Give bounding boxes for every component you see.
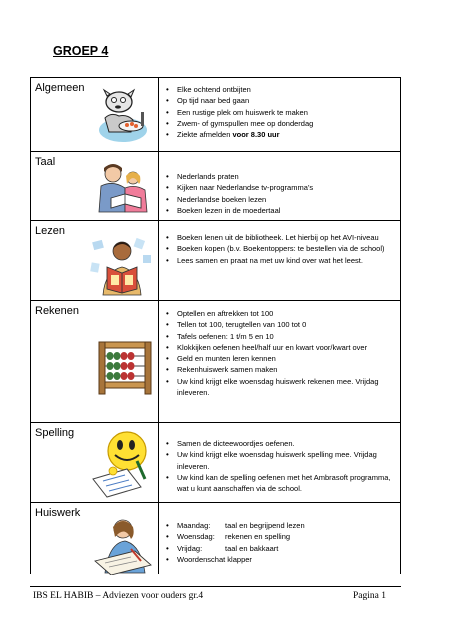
- subject-cell: [31, 152, 159, 221]
- list-item: • Kijken naar Nederlandse tv-programma’s: [177, 182, 394, 193]
- smiley-writing-icon: [87, 429, 151, 501]
- list-item: • Geld en munten leren kennen: [177, 353, 394, 364]
- list-item: • Nederlandse boeken lezen: [177, 194, 394, 205]
- page-number: Pagina 1: [353, 591, 386, 601]
- tips-list: [159, 232, 400, 266]
- abacus-icon: [95, 340, 155, 396]
- list-item: • Woensdag: rekenen en spelling: [177, 531, 394, 542]
- subject-label: Rekenen: [35, 305, 80, 317]
- list-item: • Vrijdag: taal en bakkaart: [177, 543, 394, 554]
- table-row-spelling: [31, 423, 401, 503]
- list-item: • Uw kind kan de spelling oefenen met het Ambrasoft programma, wat u kunt aanschaffen via de school.: [177, 472, 394, 495]
- tips-list: [159, 438, 400, 494]
- table-row-huiswerk: [31, 503, 401, 574]
- table-row-taal: [31, 152, 401, 221]
- list-item: • Rekenhuiswerk samen maken: [177, 364, 394, 375]
- subject-label: Huiswerk: [35, 507, 81, 519]
- list-item: • Zwem- of gymspullen mee op donderdag: [177, 118, 394, 129]
- table-row-rekenen: [31, 301, 401, 423]
- subject-cell: [31, 221, 159, 301]
- tips-list: [159, 520, 400, 565]
- subject-label: Taal: [35, 156, 56, 168]
- list-item: • Elke ochtend ontbijten: [177, 84, 394, 95]
- list-item: • Uw kind krijgt elke woensdag huiswerk spelling mee. Vrijdag inleveren.: [177, 449, 394, 472]
- tips-cell: [159, 503, 401, 574]
- tips-cell: [159, 301, 401, 423]
- tips-list: [159, 84, 400, 140]
- subject-cell: [31, 503, 159, 574]
- list-item: • Klokkijken oefenen heel/half uur en kwart voor/kwart over: [177, 342, 394, 353]
- list-item: • Boeken lenen uit de bibliotheek. Let hierbij op het AVI-niveau: [177, 232, 394, 243]
- reading-together-icon: [95, 162, 151, 214]
- list-item: • Nederlands praten: [177, 171, 394, 182]
- footer-divider: [30, 586, 401, 587]
- subject-cell: [31, 78, 159, 152]
- list-item: • Samen de dicteewoordjes oefenen.: [177, 438, 394, 449]
- breakfast-cat-icon: [97, 88, 151, 144]
- tips-list: [159, 171, 400, 216]
- tips-list: [159, 308, 400, 398]
- list-item: • Lees samen en praat na met uw kind over wat het leest.: [177, 255, 394, 266]
- list-item: • Op tijd naar bed gaan: [177, 95, 394, 106]
- tips-cell: [159, 423, 401, 503]
- subject-label: Lezen: [35, 225, 65, 237]
- page-title: GROEP 4: [53, 44, 109, 58]
- emphasis-text: voor 8.30 uur: [232, 130, 280, 140]
- subject-cell: [31, 301, 159, 423]
- tips-cell: [159, 78, 401, 152]
- tips-cell: [159, 221, 401, 301]
- list-item: • Optellen en aftrekken tot 100: [177, 308, 394, 319]
- list-item: • Woordenschat klapper: [177, 554, 394, 565]
- table-row-algemeen: [31, 78, 401, 152]
- list-item: • Tafels oefenen: 1 t/m 5 en 10: [177, 331, 394, 342]
- subject-label: Algemeen: [35, 82, 85, 94]
- list-item: • Tellen tot 100, terugtellen van 100 tot 0: [177, 319, 394, 330]
- table-row-lezen: [31, 221, 401, 301]
- list-item: • Ziekte afmelden voor 8.30 uur: [177, 129, 394, 140]
- list-item: • Maandag: taal en begrijpend lezen: [177, 520, 394, 531]
- footer-title: IBS EL HABIB – Adviezen voor ouders gr.4: [33, 591, 204, 601]
- advice-table: [30, 77, 401, 574]
- boy-reading-icon: [89, 237, 155, 299]
- child-homework-icon: [91, 515, 153, 575]
- subject-cell: [31, 423, 159, 503]
- tips-cell: [159, 152, 401, 221]
- list-item: • Een rustige plek om huiswerk te maken: [177, 107, 394, 118]
- list-item: • Boeken lezen in de moedertaal: [177, 205, 394, 216]
- list-item: • Uw kind krijgt elke woensdag huiswerk rekenen mee. Vrijdag inleveren.: [177, 376, 394, 399]
- list-item: • Boeken kopen (b.v. Boekentoppers: te bestellen via de school): [177, 243, 394, 254]
- subject-label: Spelling: [35, 427, 75, 439]
